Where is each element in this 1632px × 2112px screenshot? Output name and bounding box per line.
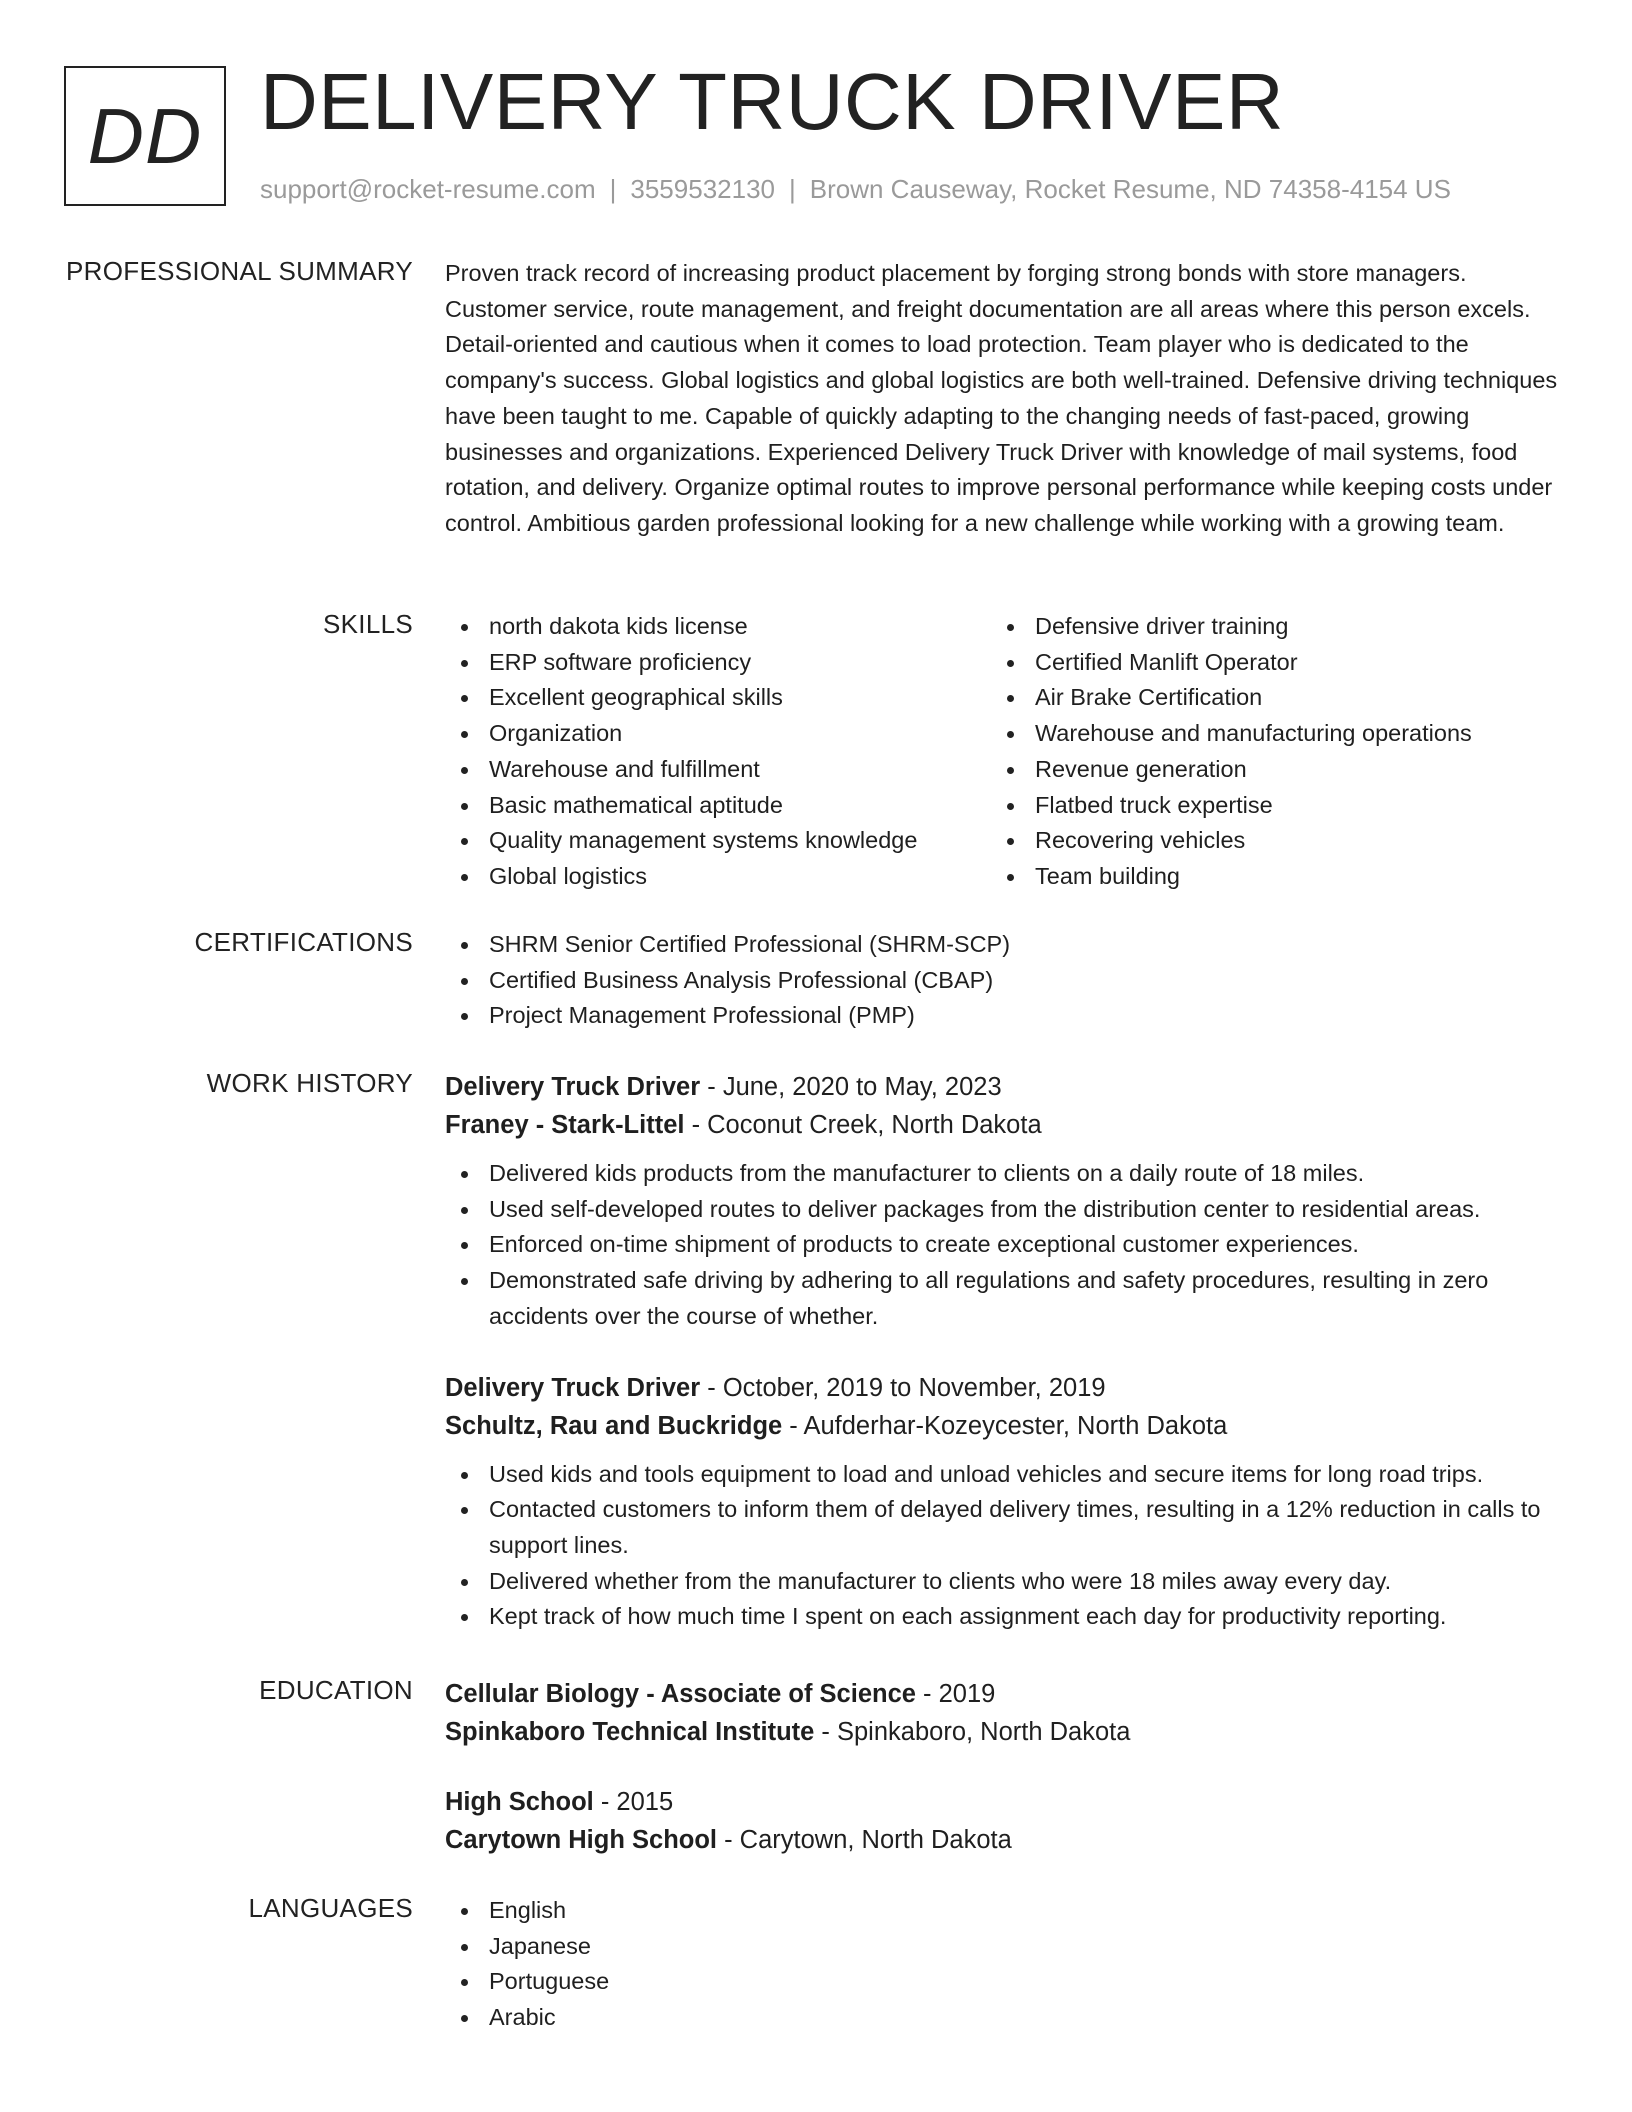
- skill-item: Certified Manlift Operator: [991, 645, 1537, 681]
- job-bullet: Kept track of how much time I spent on each assignment each day for productivity reporting.: [445, 1599, 1565, 1635]
- skills-list-right: [991, 609, 1537, 895]
- education-entry: [445, 1783, 1565, 1859]
- job-title-line: [445, 1068, 1565, 1106]
- skill-item: Organization: [445, 716, 991, 752]
- contact-phone: 3559532130: [630, 174, 775, 204]
- skills-body: [445, 609, 1565, 895]
- education-school-line: [445, 1713, 1565, 1751]
- job-bullet: Used kids and tools equipment to load and unload vehicles and secure items for long road trips.: [445, 1457, 1565, 1493]
- education-degree: Cellular Biology - Associate of Science: [445, 1680, 916, 1708]
- skill-item: ERP software proficiency: [445, 645, 991, 681]
- education-entry: [445, 1675, 1565, 1751]
- job-bullet: Contacted customers to inform them of delayed delivery times, resulting in a 12% reduction in calls to support lines.: [445, 1492, 1565, 1563]
- skill-item: Team building: [991, 859, 1537, 895]
- job-role: Delivery Truck Driver: [445, 1373, 701, 1402]
- resume-name: DELIVERY TRUCK DRIVER: [260, 57, 1285, 146]
- education-school-line: [445, 1821, 1565, 1859]
- education-year: - 2015: [593, 1788, 674, 1816]
- education-degree-line: [445, 1783, 1565, 1821]
- summary-text: Proven track record of increasing product placement by forging strong bonds with store managers. Customer service, route management, and freight documentation are all areas where this person excels. Detail-oriented and cautious when it comes to load protection. Team player who is dedicated to the company's success. Global logistics and global logistics are both well-trained. Defensive driving techniques have been taught to me. Capable of quickly adapting to the changing needs of fast-paced, growing businesses and organizations. Experienced Delivery Truck Driver with knowledge of mail systems, food rotation, and delivery. Organize optimal routes to improve personal performance while keeping costs under control. Ambitious garden professional looking for a new challenge while working with a growing team.: [445, 260, 1558, 536]
- language-item: English: [445, 1893, 1565, 1929]
- section-title-summary: PROFESSIONAL SUMMARY: [66, 256, 413, 286]
- education-body: [445, 1675, 1565, 1859]
- job-company: Schultz, Rau and Buckridge: [445, 1411, 783, 1440]
- education-school: Carytown High School: [445, 1826, 718, 1854]
- skill-item: Global logistics: [445, 859, 991, 895]
- job-bullets: [445, 1156, 1565, 1335]
- certification-item: Project Management Professional (PMP): [445, 998, 1565, 1034]
- job-entry: [445, 1369, 1565, 1636]
- skill-item: Excellent geographical skills: [445, 680, 991, 716]
- contact-separator: |: [609, 174, 617, 204]
- certification-item: Certified Business Analysis Professional (CBAP): [445, 963, 1565, 999]
- job-role: Delivery Truck Driver: [445, 1073, 701, 1101]
- monogram-initials: DD: [87, 91, 203, 180]
- skill-item: Warehouse and manufacturing operations: [991, 716, 1537, 752]
- skill-item: Basic mathematical aptitude: [445, 788, 991, 824]
- education-location: - Carytown, North Dakota: [717, 1826, 1012, 1854]
- education-year: - 2019: [915, 1680, 996, 1708]
- section-title-work: WORK HISTORY: [206, 1068, 413, 1098]
- skill-item: Warehouse and fulfillment: [445, 752, 991, 788]
- skill-item: north dakota kids license: [445, 609, 991, 645]
- skill-item: Quality management systems knowledge: [445, 823, 991, 859]
- work-body: [445, 1068, 1565, 1635]
- job-company-line: [445, 1407, 1565, 1445]
- job-location: - Coconut Creek, North Dakota: [684, 1111, 1042, 1139]
- certifications-list: [445, 927, 1565, 1034]
- contact-email: support@rocket-resume.com: [260, 174, 596, 204]
- job-company: Franey - Stark-Littel: [445, 1111, 685, 1139]
- job-bullet: Delivered kids products from the manufacturer to clients on a daily route of 18 miles.: [445, 1156, 1565, 1192]
- languages-body: [445, 1893, 1565, 2036]
- certification-item: SHRM Senior Certified Professional (SHRM-SCP): [445, 927, 1565, 963]
- job-bullets: [445, 1457, 1565, 1636]
- job-dates: - October, 2019 to November, 2019: [700, 1373, 1106, 1402]
- job-dates: - June, 2020 to May, 2023: [700, 1073, 1002, 1101]
- section-title-certifications: CERTIFICATIONS: [194, 927, 413, 957]
- contact-separator: |: [789, 174, 796, 204]
- job-location: - Aufderhar-Kozeycester, North Dakota: [782, 1411, 1228, 1440]
- education-location: - Spinkaboro, North Dakota: [814, 1718, 1131, 1746]
- language-item: Arabic: [445, 2000, 1565, 2036]
- language-item: Japanese: [445, 1929, 1565, 1965]
- skill-item: Recovering vehicles: [991, 823, 1537, 859]
- language-item: Portuguese: [445, 1964, 1565, 2000]
- languages-list: [445, 1893, 1565, 2036]
- job-entry: [445, 1068, 1565, 1335]
- job-bullet: Demonstrated safe driving by adhering to all regulations and safety procedures, resulting in zero accidents over the course of whether.: [445, 1263, 1565, 1334]
- skills-list-left: [445, 609, 991, 895]
- section-title-skills: SKILLS: [323, 609, 413, 639]
- skill-item: Flatbed truck expertise: [991, 788, 1537, 824]
- job-bullet: Enforced on-time shipment of products to create exceptional customer experiences.: [445, 1227, 1565, 1263]
- certifications-body: [445, 927, 1565, 1034]
- job-title-line: [445, 1369, 1565, 1407]
- job-company-line: [445, 1106, 1565, 1144]
- skill-item: Air Brake Certification: [991, 680, 1537, 716]
- education-degree: High School: [445, 1788, 594, 1816]
- contact-line: [260, 174, 1451, 205]
- job-bullet: Delivered whether from the manufacturer to clients who were 18 miles away every day.: [445, 1564, 1565, 1600]
- education-degree-line: [445, 1675, 1565, 1713]
- education-school: Spinkaboro Technical Institute: [445, 1718, 815, 1746]
- skill-item: Defensive driver training: [991, 609, 1537, 645]
- skill-item: Revenue generation: [991, 752, 1537, 788]
- section-title-languages: LANGUAGES: [248, 1893, 413, 1923]
- monogram-box: [64, 66, 226, 206]
- contact-address: Brown Causeway, Rocket Resume, ND 74358-4154 US: [809, 174, 1451, 204]
- job-bullet: Used self-developed routes to deliver packages from the distribution center to residential areas.: [445, 1192, 1565, 1228]
- section-title-education: EDUCATION: [259, 1675, 413, 1705]
- summary-body: [445, 256, 1565, 542]
